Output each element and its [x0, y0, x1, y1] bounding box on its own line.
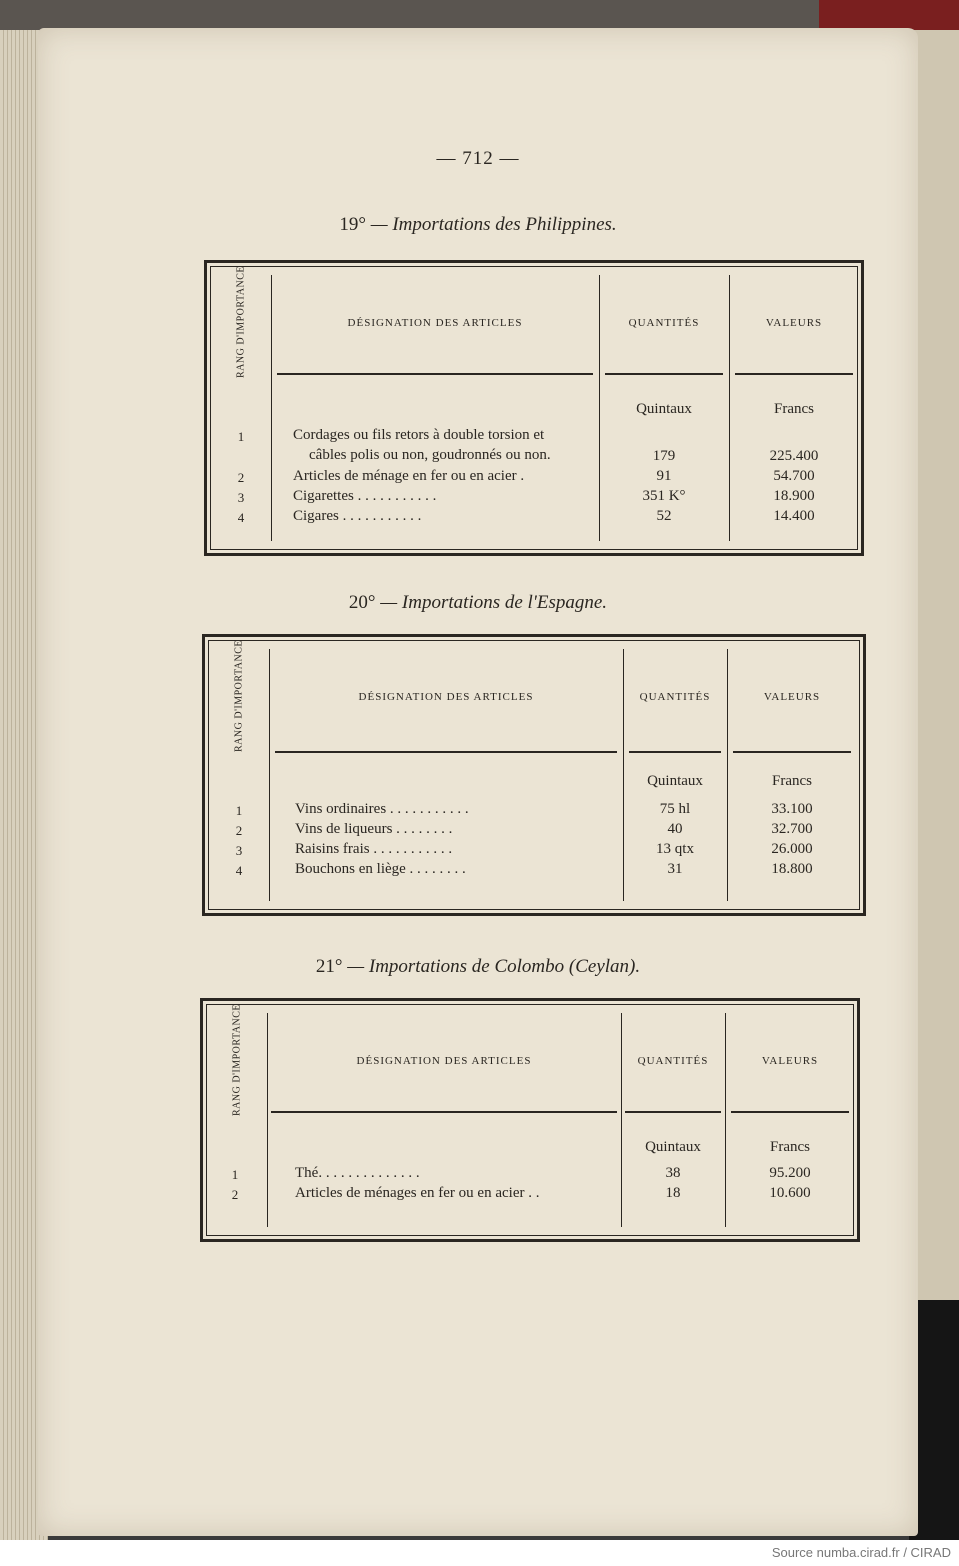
- column-divider: [269, 649, 270, 901]
- row-quantity: 40: [667, 821, 683, 837]
- header-valeurs: VALEURS: [763, 691, 821, 703]
- row-quantity: 38: [665, 1165, 681, 1181]
- source-credit: Source numba.cirad.fr / CIRAD: [0, 1540, 959, 1566]
- row-article: Raisins frais . . . . . . . . . . .: [295, 841, 453, 857]
- row-article: Thé. . . . . . . . . . . . . .: [295, 1165, 420, 1181]
- header-quantites: QUANTITÉS: [637, 1055, 709, 1067]
- table-colombo: [200, 998, 860, 1242]
- table-espagne: [202, 634, 866, 916]
- column-divider: [267, 1013, 268, 1227]
- row-rank: 1: [231, 1167, 239, 1182]
- row-value: 10.600: [769, 1185, 811, 1201]
- row-value: 18.900: [773, 488, 815, 504]
- row-value: 95.200: [769, 1165, 811, 1181]
- row-quantity: 351 K°: [642, 488, 686, 504]
- row-quantity: 13 qtx: [656, 841, 694, 857]
- header-designation: DÉSIGNATION DES ARTICLES: [347, 317, 523, 329]
- row-article: Cigares . . . . . . . . . . .: [293, 508, 422, 524]
- header-quantites: QUANTITÉS: [639, 691, 711, 703]
- row-rank: 1: [237, 429, 245, 444]
- page-number: — 712 —: [436, 148, 520, 169]
- row-article: Articles de ménage en fer ou en acier .: [293, 468, 525, 484]
- table-title-colombo: [38, 956, 918, 978]
- unit-francs: Francs: [770, 1139, 810, 1155]
- row-value: 32.700: [771, 821, 813, 837]
- header-rule: [271, 1111, 617, 1113]
- row-value: 33.100: [771, 801, 813, 817]
- row-rank: 4: [235, 863, 243, 878]
- row-article: Bouchons en liège . . . . . . . .: [295, 861, 466, 877]
- header-rule: [625, 1111, 721, 1113]
- header-designation: DÉSIGNATION DES ARTICLES: [358, 691, 534, 703]
- header-rule: [277, 373, 593, 375]
- header-rule: [731, 1111, 849, 1113]
- table-philippines: [204, 260, 864, 556]
- table-number: 20°: [348, 592, 376, 613]
- header-designation: DÉSIGNATION DES ARTICLES: [356, 1055, 532, 1067]
- row-value: 14.400: [773, 508, 815, 524]
- row-rank: 1: [235, 803, 243, 818]
- unit-quintaux: Quintaux: [645, 1139, 701, 1155]
- unit-francs: Francs: [772, 773, 812, 789]
- table-title-philippines: [38, 214, 918, 236]
- row-article: Vins de liqueurs . . . . . . . .: [295, 821, 453, 837]
- row-rank: 3: [237, 490, 245, 505]
- header-rule: [735, 373, 853, 375]
- row-value: 54.700: [773, 468, 815, 484]
- table-number: 19°: [339, 214, 366, 235]
- row-quantity: 91: [656, 468, 672, 484]
- row-rank: 3: [235, 843, 243, 858]
- row-value: 225.400: [769, 448, 819, 464]
- header-rang: RANG D'IMPORTANCE: [231, 1004, 243, 1116]
- row-value: 26.000: [771, 841, 813, 857]
- row-article: Articles de ménages en fer ou en acier . .: [295, 1185, 540, 1201]
- header-rule: [275, 751, 617, 753]
- unit-francs: Francs: [774, 401, 814, 417]
- column-divider: [271, 275, 272, 541]
- header-rule: [605, 373, 723, 375]
- header-rule: [733, 751, 851, 753]
- row-article-continued: câbles polis ou non, goudronnés ou non.: [309, 447, 551, 463]
- table-title-text: — Importations de Colombo (Ceylan).: [347, 956, 641, 977]
- header-valeurs: VALEURS: [765, 317, 823, 329]
- unit-quintaux: Quintaux: [647, 773, 703, 789]
- header-valeurs: VALEURS: [761, 1055, 819, 1067]
- document-page: [38, 28, 918, 1536]
- row-quantity: 18: [665, 1185, 681, 1201]
- row-quantity: 31: [667, 861, 683, 877]
- table-title-text: — Importations de l'Espagne.: [380, 592, 608, 613]
- row-quantity: 52: [656, 508, 672, 524]
- row-article: Cigarettes . . . . . . . . . . .: [293, 488, 437, 504]
- header-rang: RANG D'IMPORTANCE: [233, 640, 245, 752]
- table-title-text: — Importations des Philippines.: [370, 214, 617, 235]
- row-rank: 2: [231, 1187, 239, 1202]
- table-title-espagne: [38, 592, 918, 614]
- row-rank: 2: [237, 470, 245, 485]
- row-rank: 4: [237, 510, 245, 525]
- row-rank: 2: [235, 823, 243, 838]
- row-article: Vins ordinaires . . . . . . . . . . .: [295, 801, 469, 817]
- header-rule: [629, 751, 721, 753]
- header-quantites: QUANTITÉS: [628, 317, 700, 329]
- unit-quintaux: Quintaux: [636, 401, 692, 417]
- row-article: Cordages ou fils retors à double torsion et: [293, 427, 545, 443]
- row-value: 18.800: [771, 861, 813, 877]
- row-quantity: 179: [652, 448, 676, 464]
- header-rang: RANG D'IMPORTANCE: [235, 266, 247, 378]
- row-quantity: 75 hl: [659, 801, 691, 817]
- table-number: 21°: [315, 956, 343, 977]
